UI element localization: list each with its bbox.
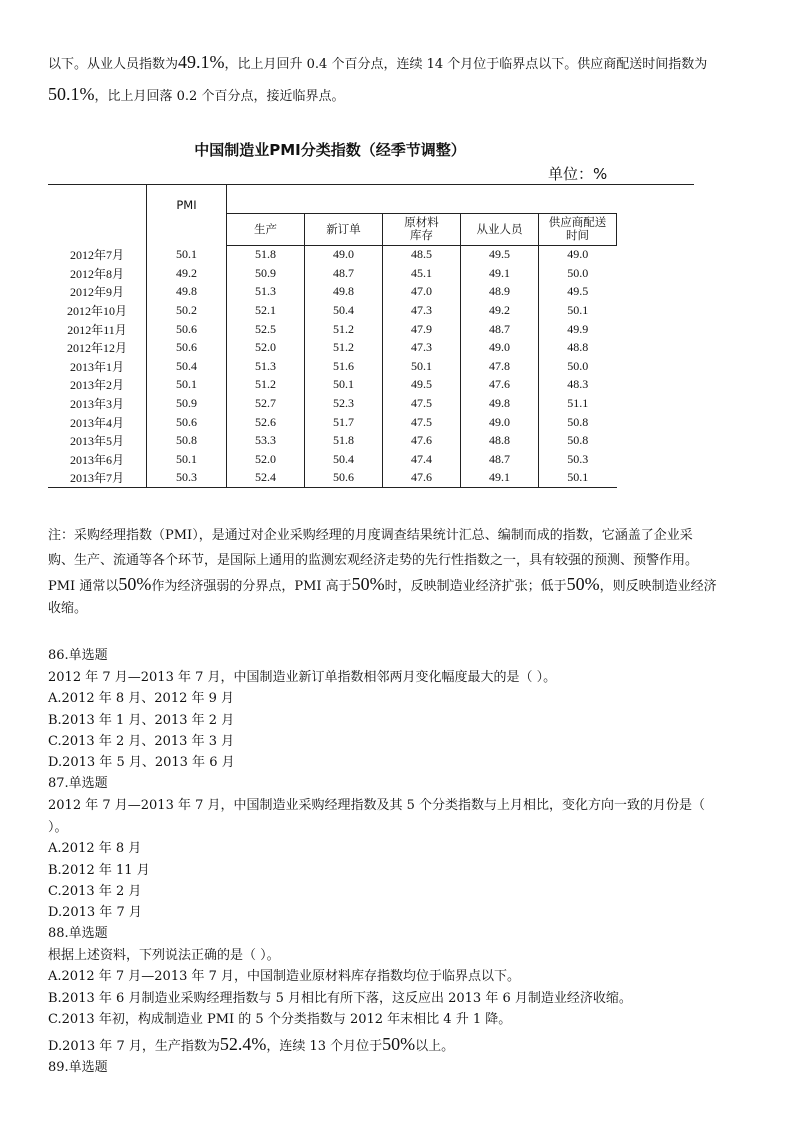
note-line-1: 注：采购经理指数（PMI），是通过对企业采购经理的月度调查结果统计汇总、编制而成的指数，它涵盖了企业采 — [48, 528, 693, 543]
question-86-stem: 2012 年 7 月—2013 年 7 月，中国制造业新订单指数相邻两月变化幅度最大的是（ ）。 — [48, 670, 557, 685]
table-row — [48, 320, 694, 339]
month-cell: 2013年4月 — [48, 413, 147, 432]
question-87-stem-end: ）。 — [48, 820, 68, 835]
value-cell: 50.4 — [305, 450, 383, 469]
table-header-row-top — [48, 185, 694, 214]
month-cell: 2013年5月 — [48, 431, 147, 450]
value-cell: 48.9 — [461, 283, 539, 302]
question-88-stem: 根据上述资料，下列说法正确的是（ ）。 — [48, 948, 280, 963]
value-cell: 53.3 — [227, 431, 305, 450]
note-line-4: 收缩。 — [48, 601, 88, 616]
question-86-title: 86.单选题 — [48, 648, 108, 663]
value-cell: 52.0 — [227, 450, 305, 469]
value-cell: 50.8 — [567, 433, 589, 448]
value-cell: 49.0 — [567, 247, 589, 262]
value-cell: 51.2 — [305, 338, 383, 357]
table-row — [48, 394, 694, 413]
value-cell: 49.8 — [305, 283, 383, 302]
question-86-option-c[interactable]: C.2013 年 2 月、2013 年 3 月 — [48, 734, 235, 749]
header-employment: 从业人员 — [461, 214, 539, 245]
intro-line-1 — [48, 52, 707, 75]
threshold-value: 50% — [351, 574, 385, 594]
value-cell: 52.3 — [305, 394, 383, 413]
threshold-value: 50% — [566, 574, 600, 594]
pmi-table — [48, 184, 694, 488]
intro-text: ，比上月回升 0.4 个百分点，连续 14 个月位于临界点以下。供应商配送时间指数为 — [224, 57, 708, 72]
question-88-option-d[interactable]: D.2013 年 7 月，生产指数为52.4%，连续 13 个月位于50%以上。 — [48, 1034, 455, 1054]
note-line-2: 购、生产、流通等各个环节，是国际上通用的监测宏观经济走势的先行性指数之一，具有较强的预测、预警作用。 — [48, 553, 699, 568]
value-cell: 50.6 — [305, 469, 383, 488]
value-cell: 51.8 — [227, 245, 305, 264]
value-cell: 47.5 — [383, 413, 461, 432]
value-cell: 48.8 — [461, 431, 539, 450]
value-cell: 50.8 — [567, 414, 589, 429]
value-cell: 50.4 — [305, 301, 383, 320]
value-cell: 52.7 — [227, 394, 305, 413]
question-88-option-c[interactable]: C.2013 年初，构成制造业 PMI 的 5 个分类指数与 2012 年末相比 4 升 1 降。 — [48, 1012, 512, 1027]
table-row — [48, 376, 694, 395]
pmi-cell: 49.8 — [147, 283, 227, 302]
question-89-title: 89.单选题 — [48, 1060, 108, 1075]
value-cell: 52.1 — [227, 301, 305, 320]
question-87-stem: 2012 年 7 月—2013 年 7 月，中国制造业采购经理指数及其 5 个分类指数与上月相比，变化方向一致的月份是（ — [48, 798, 706, 813]
month-cell: 2012年8月 — [48, 264, 147, 283]
value-cell: 47.6 — [461, 376, 539, 395]
value-cell: 47.6 — [383, 431, 461, 450]
value-cell: 51.1 — [567, 396, 589, 411]
value-cell: 48.5 — [383, 245, 461, 264]
table-row — [48, 431, 694, 450]
header-new-orders: 新订单 — [305, 214, 383, 245]
table-row — [48, 357, 694, 376]
value-cell: 52.4 — [227, 469, 305, 488]
value-cell: 50.0 — [567, 265, 589, 280]
pmi-cell: 50.6 — [147, 338, 227, 357]
value-cell: 51.3 — [227, 283, 305, 302]
value-cell: 51.7 — [305, 413, 383, 432]
value-cell: 48.3 — [567, 377, 589, 392]
table-row — [48, 301, 694, 320]
question-88-option-a[interactable]: A.2012 年 7 月—2013 年 7 月，中国制造业原材料库存指数均位于临界点以下。 — [48, 969, 521, 984]
question-87-option-a[interactable]: A.2012 年 8 月 — [48, 841, 142, 856]
value-cell: 47.3 — [383, 338, 461, 357]
value-cell: 52.5 — [227, 320, 305, 339]
value-cell: 48.8 — [567, 340, 589, 355]
value-cell: 47.0 — [383, 283, 461, 302]
month-cell: 2012年10月 — [48, 301, 147, 320]
intro-line-2 — [48, 84, 344, 107]
month-cell: 2013年3月 — [48, 394, 147, 413]
question-88-title: 88.单选题 — [48, 926, 108, 941]
table-row — [48, 283, 694, 302]
value-cell: 51.2 — [227, 376, 305, 395]
threshold-value: 50% — [382, 1034, 416, 1054]
question-86-option-a[interactable]: A.2012 年 8 月、2012 年 9 月 — [48, 691, 235, 706]
month-cell: 2012年9月 — [48, 283, 147, 302]
month-cell: 2013年1月 — [48, 357, 147, 376]
value-cell: 50.1 — [383, 357, 461, 376]
value-cell: 51.8 — [305, 431, 383, 450]
question-86-option-d[interactable]: D.2013 年 5 月、2013 年 6 月 — [48, 755, 235, 770]
value-cell: 50.1 — [567, 303, 589, 318]
value-cell: 47.4 — [383, 450, 461, 469]
header-raw-inventory: 原材料 库存 — [383, 214, 461, 245]
value-cell: 47.6 — [383, 469, 461, 488]
pmi-cell: 49.2 — [147, 264, 227, 283]
note-line-3: PMI 通常以50%作为经济强弱的分界点，PMI 高于50%时，反映制造业经济扩张；低于50%，则反映制造业经济 — [48, 574, 717, 594]
question-87-title: 87.单选题 — [48, 776, 108, 791]
header-delivery-time: 供应商配送 时间 — [539, 214, 617, 245]
pmi-cell: 50.2 — [147, 301, 227, 320]
value-cell: 48.7 — [305, 264, 383, 283]
value-cell: 49.1 — [461, 264, 539, 283]
value-cell: 52.0 — [227, 338, 305, 357]
value-cell: 47.8 — [461, 357, 539, 376]
table-title: 中国制造业PMI分类指数（经季节调整） — [194, 141, 466, 159]
month-cell: 2013年2月 — [48, 376, 147, 395]
table-row — [48, 450, 694, 469]
value-cell: 47.3 — [383, 301, 461, 320]
value-cell: 50.1 — [539, 469, 617, 488]
question-86-option-b[interactable]: B.2013 年 1 月、2013 年 2 月 — [48, 713, 235, 728]
threshold-value: 50% — [118, 574, 152, 594]
value-cell: 50.0 — [567, 358, 589, 373]
value-cell: 45.1 — [383, 264, 461, 283]
intro-text: ，比上月回落 0.2 个百分点，接近临界点。 — [94, 89, 345, 104]
value-cell: 50.3 — [567, 451, 589, 466]
value-cell: 50.1 — [305, 376, 383, 395]
header-production: 生产 — [227, 214, 305, 245]
value-cell: 49.5 — [567, 284, 589, 299]
value-cell: 49.0 — [461, 338, 539, 357]
pmi-cell: 50.8 — [147, 431, 227, 450]
pmi-cell: 50.1 — [147, 245, 227, 264]
pmi-cell: 50.1 — [147, 376, 227, 395]
question-88-option-b[interactable]: B.2013 年 6 月制造业采购经理指数与 5 月相比有所下落，这反应出 2013 年 6 月制造业经济收缩。 — [48, 991, 632, 1006]
value-cell: 49.0 — [305, 245, 383, 264]
delivery-index-value: 50.1% — [48, 84, 95, 104]
table-row — [48, 264, 694, 283]
value-cell: 49.8 — [461, 394, 539, 413]
production-index-value: 52.4% — [219, 1034, 267, 1054]
month-cell: 2013年6月 — [48, 450, 147, 469]
value-cell: 49.1 — [461, 469, 539, 488]
value-cell: 49.2 — [461, 301, 539, 320]
month-cell: 2012年12月 — [48, 338, 147, 357]
question-87-option-d[interactable]: D.2013 年 7 月 — [48, 905, 142, 920]
month-cell: 2012年7月 — [48, 245, 147, 264]
pmi-cell: 50.4 — [147, 357, 227, 376]
value-cell: 48.7 — [461, 320, 539, 339]
value-cell: 50.9 — [227, 264, 305, 283]
table-row — [48, 245, 694, 264]
question-87-option-b[interactable]: B.2012 年 11 月 — [48, 863, 150, 878]
value-cell: 49.9 — [567, 321, 589, 336]
value-cell: 52.6 — [227, 413, 305, 432]
pmi-cell: 50.6 — [147, 320, 227, 339]
pmi-cell: 50.6 — [147, 413, 227, 432]
value-cell: 49.0 — [461, 413, 539, 432]
value-cell: 51.2 — [305, 320, 383, 339]
value-cell: 51.6 — [305, 357, 383, 376]
value-cell: 49.5 — [383, 376, 461, 395]
pmi-cell: 50.1 — [147, 450, 227, 469]
value-cell: 47.5 — [383, 394, 461, 413]
pmi-cell: 50.9 — [147, 394, 227, 413]
value-cell: 48.7 — [461, 450, 539, 469]
month-cell: 2013年7月 — [48, 469, 147, 488]
value-cell: 47.9 — [383, 320, 461, 339]
month-cell: 2012年11月 — [48, 320, 147, 339]
table-row — [48, 413, 694, 432]
question-87-option-c[interactable]: C.2013 年 2 月 — [48, 884, 142, 899]
table-unit: 单位：% — [548, 165, 608, 183]
value-cell: 51.3 — [227, 357, 305, 376]
header-pmi: PMI — [147, 185, 227, 246]
employment-index-value: 49.1% — [178, 52, 225, 72]
table-row — [48, 338, 694, 357]
value-cell: 49.5 — [461, 245, 539, 264]
intro-text: 以下。从业人员指数为 — [48, 57, 179, 72]
pmi-cell: 50.3 — [147, 469, 227, 488]
table-row — [48, 469, 694, 488]
